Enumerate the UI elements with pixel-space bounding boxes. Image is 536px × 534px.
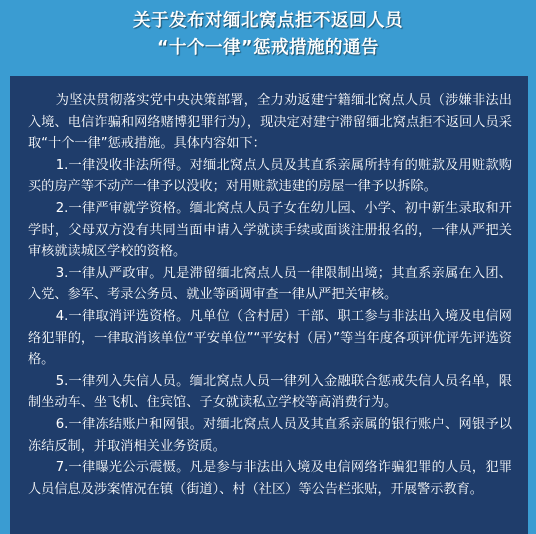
clause-6: 6.一律冻结账户和网银。对缅北窝点人员及其直系亲属的银行账户、网银予以冻结反制，并取消相关业务资质。 — [28, 416, 512, 454]
notice-title-line-2: “十个一律”惩戒措施的通告 — [156, 38, 379, 58]
notice-title-line-1: 关于发布对缅北窝点拒不返回人员 — [133, 11, 403, 31]
clause-4: 4.一律取消评选资格。凡单位（含村居）干部、职工参与非法出入境及电信网络犯罪的，一律取消该单位“平安单位”“平安村（居）”等当年度各项评优评先评选资格。 — [28, 308, 512, 368]
clause-7: 7.一律曝光公示震慑。凡是参与非法出入境及电信网络诈骗犯罪的人员，犯罪人员信息及涉案情况在镇（街道）、村（社区）等公告栏张贴，开展警示教育。 — [28, 460, 512, 497]
clause-2: 2.一律严审就学资格。缅北窝点人员子女在幼儿园、小学、初中新生录取和开学时，父母双方没有共同当面申请入学就读手续或面谈注册报名的，一律从严把关审核就读城区学校的资格。 — [28, 200, 512, 260]
clause-1: 1.一律没收非法所得。对缅北窝点人员及其直系亲属所持有的赃款及用赃款购买的房产等不动产一律予以没收；对用赃款违建的房屋一律予以拆除。 — [28, 157, 512, 195]
intro-paragraph: 为坚决贯彻落实党中央决策部署，全力劝返建宁籍缅北窝点人员（涉嫌非法出入境、电信诈骗和网络赌博犯罪行为），现决定对建宁滞留缅北窝点拒不返回人员采取“十个一律”惩戒措施。具体内容如下： — [28, 93, 512, 152]
clause-5: 5.一律列入失信人员。缅北窝点人员一律列入金融联合惩戒失信人员名单，限制坐动车、坐飞机、住宾馆、子女就读私立学校等高消费行为。 — [28, 373, 512, 411]
notice-header — [0, 0, 536, 72]
notice-body — [10, 76, 528, 534]
clause-3: 3.一律从严政审。凡是滞留缅北窝点人员一律限制出境；其直系亲属在入团、入党、参军、考录公务员、就业等函调审查一律从严把关审核。 — [28, 265, 512, 303]
